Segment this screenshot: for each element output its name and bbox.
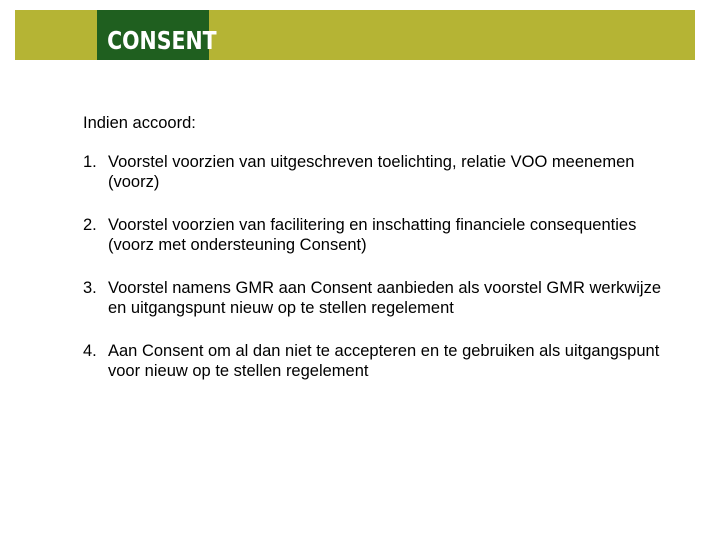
- list-item-text: Voorstel voorzien van facilitering en inschatting financiele consequenties (voorz met ondersteuning Consent): [108, 216, 637, 254]
- list-item: [83, 215, 683, 255]
- list-item-number: 2.: [83, 216, 97, 234]
- list-item-number: 3.: [83, 279, 97, 297]
- list-item: [83, 152, 683, 192]
- slide-content: [83, 113, 683, 404]
- intro-text: Indien accoord:: [83, 114, 196, 132]
- list-item-text: Aan Consent om al dan niet te accepteren en te gebruiken als uitgangspunt voor nieuw op te stellen regelement: [108, 342, 660, 380]
- logo-text: CONSENT: [107, 26, 217, 55]
- list-item: [83, 278, 683, 318]
- list-item-text: Voorstel namens GMR aan Consent aanbieden als voorstel GMR werkwijze en uitgangspunt nieuw op te stellen regelement: [108, 279, 662, 317]
- list-item-number: 4.: [83, 342, 97, 360]
- list-item-text: Voorstel voorzien van uitgeschreven toelichting, relatie VOO meenemen (voorz): [108, 153, 635, 191]
- list-item-number: 1.: [83, 153, 97, 171]
- consent-logo: [97, 10, 217, 60]
- points-list: [83, 152, 683, 381]
- list-item: [83, 341, 683, 381]
